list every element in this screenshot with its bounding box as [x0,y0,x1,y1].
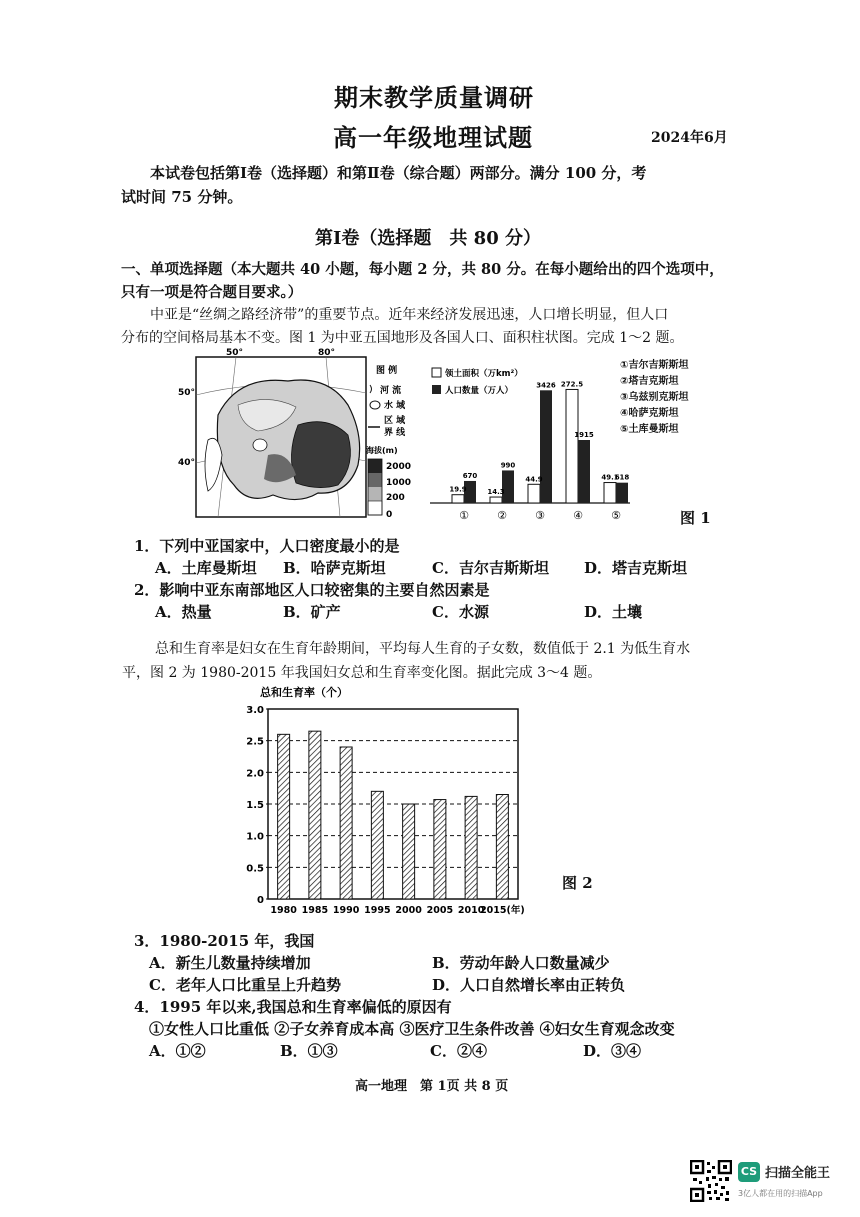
map-lon-label: 80° [318,348,336,358]
country-number-label: ② [497,509,507,522]
q3-option-c[interactable]: C．老年人口比重呈上升趋势 [149,976,341,994]
country-number-label: ⑤ [611,509,621,522]
country-item: ②塔吉克斯坦 [620,376,679,387]
country-item: ①吉尔吉斯斯坦 [620,360,689,371]
q3-option-d[interactable]: D．人口自然增长率由正转负 [432,976,626,994]
y-tick-label: 2.0 [246,768,264,780]
pop-legend-label: 人口数量（万人） [445,386,514,396]
area-value-label: 49.1 [601,473,619,482]
x-tick-label: 2015(年) [480,905,525,916]
intro-line-2: 试时间 75 分钟。 [121,188,243,206]
x-tick-label: 2010 [457,905,485,916]
y-tick-label: 1.0 [246,831,264,843]
elevation-level: 0 [386,510,393,520]
q2-option-c[interactable]: C．水源 [432,603,489,621]
area-value-label: 14.3 [487,488,505,497]
country-item: ③乌兹别克斯坦 [620,392,689,403]
qr-code-icon [690,1160,732,1202]
elevation-level: 2000 [386,462,412,472]
fertility-bar [371,791,383,899]
map-legend-boundary: 界 线 [384,428,406,438]
population-bar [502,470,514,503]
area-bar [452,495,464,503]
y-tick-label: 3.0 [246,705,264,716]
section-title: 第Ⅰ卷（选择题 共 80 分） [315,228,542,249]
country-number-label: ③ [535,509,545,522]
population-value-label: 1915 [574,431,594,440]
fertility-bar [309,731,321,899]
fertility-bar [403,804,415,899]
y-tick-label: 2.5 [246,736,264,748]
q2-option-b[interactable]: B．矿产 [283,603,341,621]
country-number-label: ④ [573,509,583,522]
camscanner-tagline: 3亿人都在用的扫描App [738,1189,823,1198]
page-footer: 高一地理 第 1页 共 8 页 [355,1079,509,1094]
population-value-label: 3426 [536,381,556,390]
q4-stem: 4．1995 年以来,我国总和生育率偏低的原因有 [134,998,452,1016]
area-bar [490,497,502,503]
q2-option-d[interactable]: D．土壤 [584,603,643,621]
map-legend-water: 水 域 [384,401,406,411]
x-tick-label: 1985 [301,905,329,916]
passage1-line-1: 中亚是“丝绸之路经济带”的重要节点。近年来经济发展迅速，人口增长明显，但人口 [150,307,669,323]
q1-stem: 1．下列中亚国家中，人口密度最小的是 [134,537,400,555]
map-lat-label: 40° [178,458,196,468]
elevation-level: 200 [386,493,405,503]
q3-stem: 3．1980-2015 年，我国 [134,932,315,950]
river-icon [370,385,372,393]
y-tick-label: 1.5 [246,800,264,811]
camscanner-logo-icon: CS [738,1162,760,1182]
fertility-bar [340,747,352,899]
passage2-line-2: 平，图 2 为 1980-2015 年我国妇女总和生育率变化图。据此完成 3～4 题。 [122,665,602,681]
population-value-label: 618 [614,473,630,482]
population-bar [540,390,552,503]
section-instructions-2: 只有一项是符合题目要求。） [121,284,303,301]
population-value-label: 990 [500,461,516,470]
figure2-label: 图 2 [562,874,593,892]
water-icon [370,401,380,409]
fertility-bar [465,796,477,899]
q4-option-d[interactable]: D．③④ [583,1042,642,1060]
elevation-title: 海拔(m) [366,446,398,455]
area-value-label: 44.9 [525,475,543,484]
fertility-rate-chart [240,684,530,924]
country-item: ⑤土库曼斯坦 [620,424,679,435]
map-lon-label: 50° [226,348,244,358]
q4-option-c[interactable]: C．②④ [430,1042,487,1060]
q3-option-b[interactable]: B．劳动年龄人口数量减少 [432,954,610,972]
x-tick-label: 2000 [395,905,422,916]
map-legend-title: 图 例 [376,366,398,376]
country-item: ④哈萨克斯坦 [620,408,679,419]
exam-date: 2024年6月 [651,130,728,146]
q4-factors: ①女性人口比重低 ②子女养育成本高 ③医疗卫生条件改善 ④妇女生育观念改变 [149,1020,675,1038]
q3-option-a[interactable]: A．新生儿数量持续增加 [149,954,311,972]
area-value-label: 272.5 [560,380,584,389]
population-bar [578,440,590,503]
map-legend-region: 区 域 [384,416,406,426]
map-lat-label: 50° [178,388,196,398]
passage1-line-2: 分布的空间格局基本不变。图 1 为中亚五国地形及各国人口、面积柱状图。完成 1～2 题。 [121,330,684,346]
q1-option-d[interactable]: D．塔吉克斯坦 [584,559,688,577]
q1-option-c[interactable]: C．吉尔吉斯斯坦 [432,559,549,577]
x-tick-label: 2005 [426,905,454,916]
q2-option-a[interactable]: A．热量 [155,603,212,621]
pop-legend-swatch [432,385,441,394]
y-tick-label: 0 [257,895,264,906]
x-tick-label: 1995 [364,905,391,916]
area-legend-label: 领土面积（万km²） [445,369,523,379]
fertility-bar [434,800,446,899]
q4-option-b[interactable]: B．①③ [280,1042,338,1060]
q2-stem: 2．影响中亚东南部地区人口较密集的主要自然因素是 [134,581,490,599]
area-bar [566,389,578,503]
fertility-bar [278,734,290,899]
x-tick-label: 1980 [270,905,297,916]
q4-option-a[interactable]: A．①② [149,1042,206,1060]
population-bar [616,483,628,503]
area-value-label: 19.9 [449,485,467,494]
population-value-label: 670 [462,471,478,480]
area-bar [604,483,616,503]
camscanner-brand: 扫描全能王 [765,1166,831,1181]
country-number-label: ① [459,509,469,522]
elevation-level: 1000 [386,478,412,488]
y-tick-label: 0.5 [246,863,264,875]
passage2-line-1: 总和生育率是妇女在生育年龄期间，平均每人生育的子女数，数值低于 2.1 为低生育水 [155,641,691,657]
exam-title: 期末教学质量调研 [334,83,534,112]
intro-line-1: 本试卷包括第Ⅰ卷（选择题）和第Ⅱ卷（综合题）两部分。满分 100 分，考 [150,164,647,182]
figure1-label: 图 1 [680,509,711,527]
section-instructions-1: 一、单项选择题（本大题共 40 小题，每小题 2 分，共 80 分。在每小题给出的四个选项中， [121,261,724,278]
central-asia-map [178,345,430,527]
country-legend [620,358,720,438]
area-legend-swatch [432,368,441,377]
q1-option-a[interactable]: A．土库曼斯坦 [155,559,257,577]
map-legend-river: 河 流 [380,386,402,396]
q1-option-b[interactable]: B．哈萨克斯坦 [283,559,386,577]
fertility-bar [496,795,508,900]
x-tick-label: 1990 [332,905,360,916]
area-bar [528,484,540,503]
chart2-ylabel: 总和生育率（个） [260,686,348,699]
exam-subtitle: 高一年级地理试题 [333,123,533,152]
